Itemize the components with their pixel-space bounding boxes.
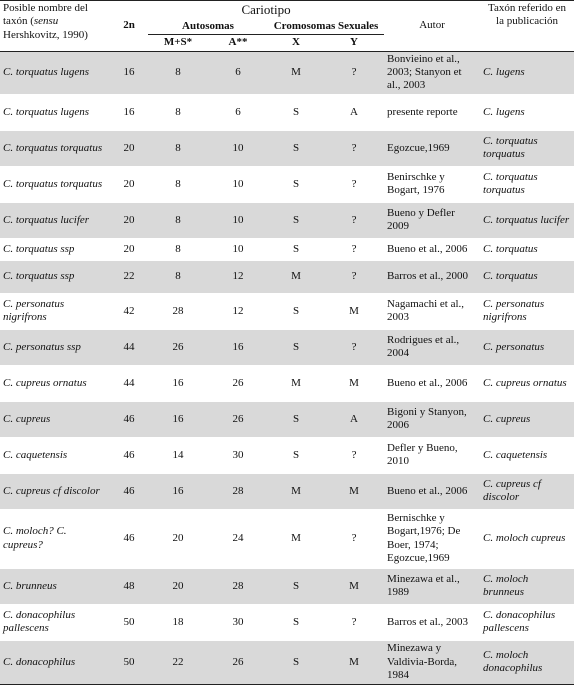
y-cell: ? [351,242,357,255]
ms-cell: 20 [172,579,184,592]
2n-cell: 50 [123,615,135,628]
autor-cell: Egozcue,1969 [387,141,450,154]
y-cell: ? [351,177,357,190]
taxon-ref-cell: C. personatus [483,340,545,353]
2n-cell: 44 [123,376,135,389]
taxon-cell: C. torquatus torquatus [3,141,103,154]
taxon-ref-cell: C. torquatus [483,270,538,283]
taxon-ref-cell: C. cupreus [483,412,531,425]
taxon-ref-cell: C. torquatus torquatus [483,134,538,161]
autor-cell: Rodrigues et al., 2004 [387,333,460,360]
ms-cell: 16 [172,412,184,425]
header-taxon: Posible nombre del taxón (sensu Hershkovitz, 1990) [0,1,110,52]
ms-cell: 14 [172,448,184,461]
2n-cell: 20 [123,141,135,154]
taxon-ref-cell: C. caquetensis [483,448,548,461]
ms-cell: 16 [172,484,184,497]
a-cell: 12 [232,270,244,283]
taxon-cell: C. torquatus lucifer [3,213,90,226]
table-body [0,51,574,684]
a-cell: 12 [232,304,244,317]
table-row [0,568,574,604]
a-cell: 26 [232,412,244,425]
a-cell: 10 [232,242,244,255]
a-cell: 10 [232,141,244,154]
taxon-cell: C. torquatus torquatus [3,177,103,190]
table-row [0,437,574,473]
a-cell: 10 [232,177,244,190]
header-autosomas: Autosomas [148,19,268,35]
a-cell: 28 [232,484,244,497]
a-cell: 6 [235,105,241,118]
table-row [0,365,574,401]
table-row [0,293,574,329]
taxon-ref-cell: C. lugens [483,66,525,79]
a-cell: 26 [232,376,244,389]
table-row [0,329,574,365]
2n-cell: 20 [123,177,135,190]
2n-cell: 22 [123,270,135,283]
table-row [0,130,574,166]
x-cell: S [292,579,300,592]
autor-cell: Bueno et al., 2006 [387,376,468,389]
autor-cell: Bueno et al., 2006 [387,484,468,497]
2n-cell: 48 [123,579,135,592]
ms-cell: 8 [175,66,181,79]
taxon-cell: C. torquatus lugens [3,66,90,79]
taxon-cell: C. torquatus ssp [3,270,75,283]
x-cell: S [292,177,300,190]
header-taxon-ref: Taxón referido en la publicación [480,1,574,52]
y-cell: ? [351,270,357,283]
y-cell: ? [351,340,357,353]
autor-cell: Bueno et al., 2006 [387,242,468,255]
x-cell: M [291,532,301,545]
autor-cell: Bernischke y Bogart,1976; De Boer, 1974; Egozcue,1969 [387,512,461,565]
table-row [0,640,574,684]
y-cell: ? [351,141,357,154]
2n-cell: 46 [123,532,135,545]
taxon-ref-cell: C. lugens [483,105,525,118]
taxon-ref-cell: C. moloch donacophilus [483,648,543,675]
ms-cell: 18 [172,615,184,628]
autor-cell: Bueno y Defler 2009 [387,206,455,233]
x-cell: S [292,242,300,255]
2n-cell: 42 [123,304,135,317]
table-row [0,260,574,293]
2n-cell: 46 [123,484,135,497]
ms-cell: 20 [172,532,184,545]
table-row [0,94,574,130]
table-row [0,473,574,509]
2n-cell: 16 [123,105,135,118]
header-a: A** [228,36,248,49]
table-header [0,1,574,52]
a-cell: 26 [232,655,244,668]
ms-cell: 8 [175,213,181,226]
x-cell: S [292,105,300,118]
y-cell: M [349,304,359,317]
table-row [0,401,574,437]
header-cromosomas-sexuales: Cromosomas Sexuales [268,19,384,35]
x-cell: S [292,655,300,668]
autor-cell: Defler y Bueno, 2010 [387,441,458,468]
taxon-cell: C. cupreus ornatus [3,376,87,389]
x-cell: S [292,340,300,353]
autor-cell: Bonvieino et al., 2003; Stanyon et al., 2003 [387,52,462,92]
header-y: Y [350,36,358,49]
ms-cell: 8 [175,141,181,154]
ms-cell: 8 [175,105,181,118]
2n-cell: 20 [123,242,135,255]
taxon-cell: C. personatus nigrifrons [3,297,65,324]
header-ms: M+S* [163,36,193,49]
y-cell: M [349,655,359,668]
x-cell: S [292,412,300,425]
ms-cell: 28 [172,304,184,317]
taxon-ref-cell: C. donacophilus pallescens [483,608,556,635]
a-cell: 28 [232,579,244,592]
x-cell: S [292,213,300,226]
autor-cell: Barros et al., 2003 [387,615,468,628]
2n-cell: 20 [123,213,135,226]
taxon-ref-cell: C. moloch brunneus [483,572,529,599]
taxon-ref-cell: C. cupreus cf discolor [483,477,541,504]
autor-cell: Minezawa et al., 1989 [387,572,460,599]
a-cell: 6 [235,66,241,79]
taxon-ref-cell: C. cupreus ornatus [483,376,567,389]
2n-cell: 16 [123,66,135,79]
y-cell: ? [351,66,357,79]
table-row [0,238,574,260]
taxon-cell: C. cupreus cf discolor [3,484,100,497]
ms-cell: 16 [172,376,184,389]
taxon-ref-cell: C. personatus nigrifrons [483,297,545,324]
table-row [0,509,574,568]
y-cell: M [349,376,359,389]
x-cell: S [292,615,300,628]
taxon-ref-cell: C. moloch cupreus [483,532,566,545]
x-cell: M [291,270,301,283]
taxon-ref-cell: C. torquatus torquatus [483,170,538,197]
taxon-cell: C. personatus ssp [3,340,81,353]
ms-cell: 26 [172,340,184,353]
a-cell: 30 [232,448,244,461]
autor-cell: Bigoni y Stanyon, 2006 [387,405,467,432]
y-cell: ? [351,213,357,226]
x-cell: M [291,484,301,497]
2n-cell: 50 [123,655,135,668]
header-autor: Autor [384,1,480,52]
taxon-cell: C. caquetensis [3,448,68,461]
a-cell: 24 [232,532,244,545]
autor-cell: presente reporte [387,105,458,118]
a-cell: 30 [232,615,244,628]
autor-cell: Benirschke y Bogart, 1976 [387,170,445,197]
autor-cell: Minezawa y Valdivia-Borda, 1984 [387,642,457,682]
a-cell: 16 [232,340,244,353]
header-2n: 2n [110,1,148,52]
autor-cell: Nagamachi et al., 2003 [387,297,465,324]
ms-cell: 22 [172,655,184,668]
a-cell: 10 [232,213,244,226]
table-row [0,202,574,238]
x-cell: S [292,141,300,154]
y-cell: M [349,579,359,592]
y-cell: ? [351,615,357,628]
ms-cell: 8 [175,242,181,255]
x-cell: S [292,448,300,461]
table-row [0,166,574,202]
y-cell: ? [351,532,357,545]
taxon-cell: C. torquatus lugens [3,105,90,118]
taxon-cell: C. brunneus [3,579,57,592]
y-cell: A [350,105,358,118]
header-x: X [292,36,300,49]
y-cell: A [350,412,358,425]
ms-cell: 8 [175,270,181,283]
x-cell: M [291,376,301,389]
taxon-ref-cell: C. torquatus lucifer [483,213,570,226]
2n-cell: 46 [123,448,135,461]
taxon-cell: C. cupreus [3,412,51,425]
taxon-cell: C. donacophilus [3,655,76,668]
taxon-cell: C. donacophilus pallescens [3,608,76,635]
table-row [0,51,574,94]
ms-cell: 8 [175,177,181,190]
taxon-cell: C. torquatus ssp [3,242,75,255]
x-cell: M [291,66,301,79]
2n-cell: 46 [123,412,135,425]
table-row [0,604,574,640]
header-cariotipo: Cariotipo [241,2,291,17]
autor-cell: Barros et al., 2000 [387,270,468,283]
2n-cell: 44 [123,340,135,353]
y-cell: ? [351,448,357,461]
taxon-ref-cell: C. torquatus [483,242,538,255]
y-cell: M [349,484,359,497]
taxon-cell: C. moloch? C. cupreus? [3,525,67,551]
x-cell: S [292,304,300,317]
